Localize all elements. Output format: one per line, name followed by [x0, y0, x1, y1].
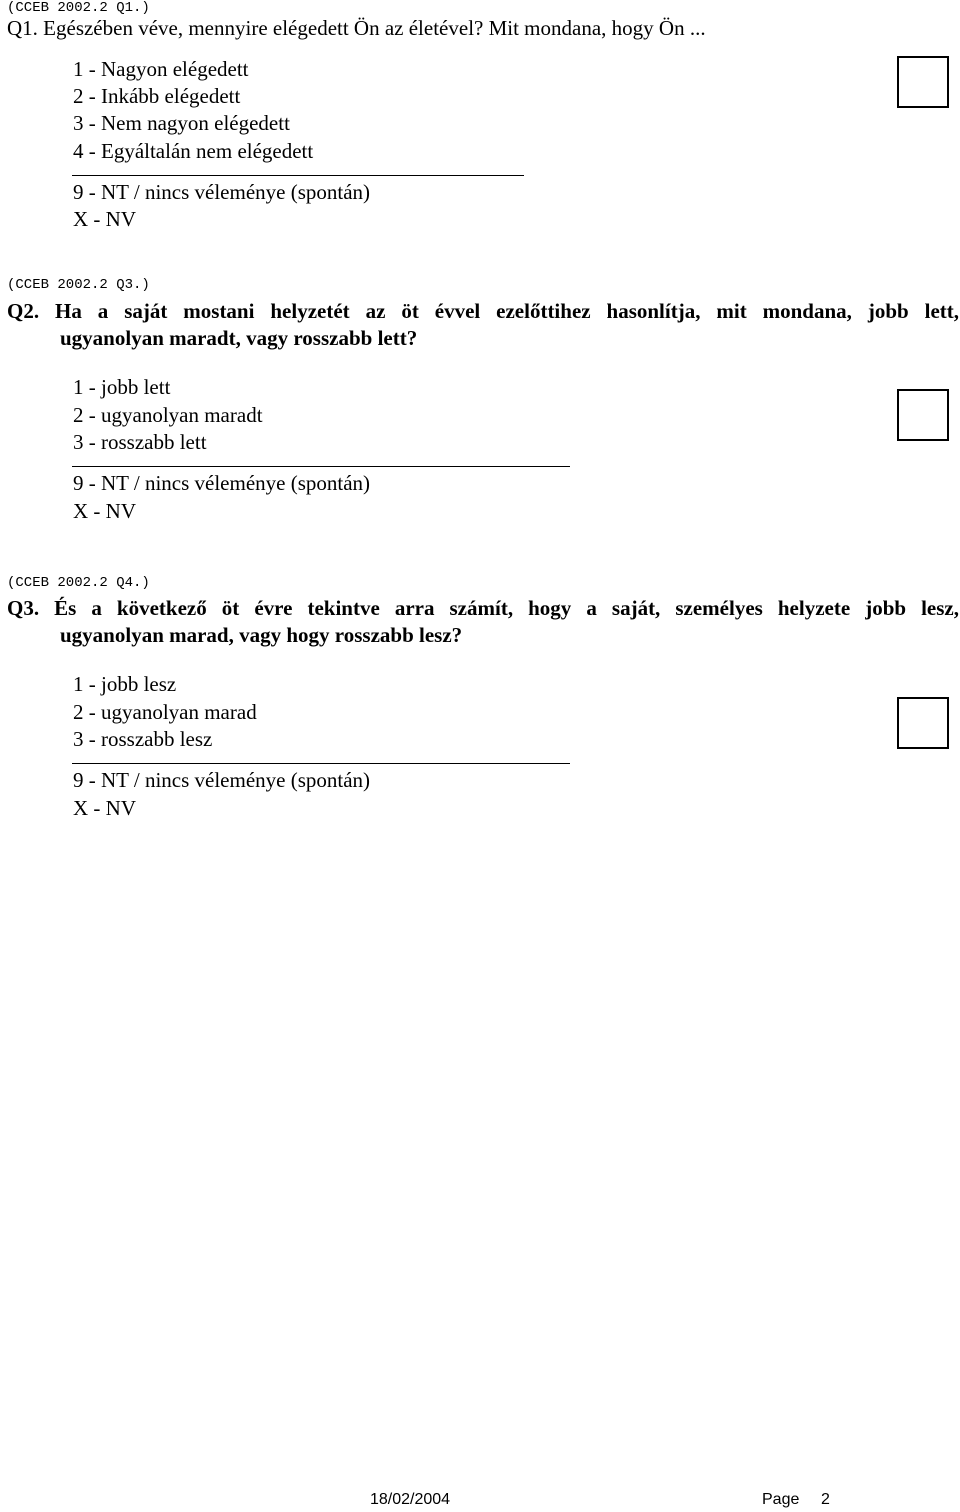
q1-option-2: 2 - Inkább elégedett	[73, 84, 241, 108]
q2-question-line1: Q2. Ha a saját mostani helyzetét az öt évvel ezelőttihez hasonlítja, mit mondana, jobb lett,	[7, 299, 959, 323]
q1-option-3: 3 - Nem nagyon elégedett	[73, 111, 290, 135]
q3-answer-box[interactable]	[897, 697, 949, 749]
q2-source-ref: (CCEB 2002.2 Q3.)	[7, 277, 150, 293]
q2-option-1: 1 - jobb lett	[73, 375, 171, 399]
q2-question-line2: ugyanolyan maradt, vagy rosszabb lett?	[60, 326, 418, 350]
q3-option-nv: X - NV	[73, 796, 136, 820]
q1-source-ref: (CCEB 2002.2 Q1.)	[7, 0, 150, 16]
q1-question: Q1. Egészében véve, mennyire elégedett Ön az életével? Mit mondana, hogy Ön ...	[7, 16, 706, 40]
q1-separator	[72, 175, 524, 176]
q1-option-nv: X - NV	[73, 207, 136, 231]
q2-option-3: 3 - rosszabb lett	[73, 430, 207, 454]
footer-page-label: Page	[762, 1491, 800, 1508]
q3-option-1: 1 - jobb lesz	[73, 672, 177, 696]
q2-option-nv: X - NV	[73, 499, 136, 523]
q2-answer-box[interactable]	[897, 389, 949, 441]
q1-option-dk: 9 - NT / nincs véleménye (spontán)	[73, 180, 371, 204]
q3-question-line1: Q3. És a következő öt évre tekintve arra számít, hogy a saját, személyes helyzete jobb lesz,	[7, 596, 959, 620]
q3-question-line2: ugyanolyan marad, vagy hogy rosszabb lesz?	[60, 623, 463, 647]
q3-option-dk: 9 - NT / nincs véleménye (spontán)	[73, 768, 371, 792]
q1-answer-box[interactable]	[897, 56, 949, 108]
footer-page-number: 2	[821, 1491, 830, 1508]
q1-option-1: 1 - Nagyon elégedett	[73, 57, 249, 81]
q3-separator	[72, 763, 570, 764]
footer-date: 18/02/2004	[370, 1491, 451, 1508]
q2-option-2: 2 - ugyanolyan maradt	[73, 403, 263, 427]
q3-option-2: 2 - ugyanolyan marad	[73, 700, 257, 724]
q2-option-dk: 9 - NT / nincs véleménye (spontán)	[73, 471, 371, 495]
q3-source-ref: (CCEB 2002.2 Q4.)	[7, 575, 150, 591]
q1-option-4: 4 - Egyáltalán nem elégedett	[73, 139, 314, 163]
q3-option-3: 3 - rosszabb lesz	[73, 727, 213, 751]
q2-separator	[72, 466, 570, 467]
